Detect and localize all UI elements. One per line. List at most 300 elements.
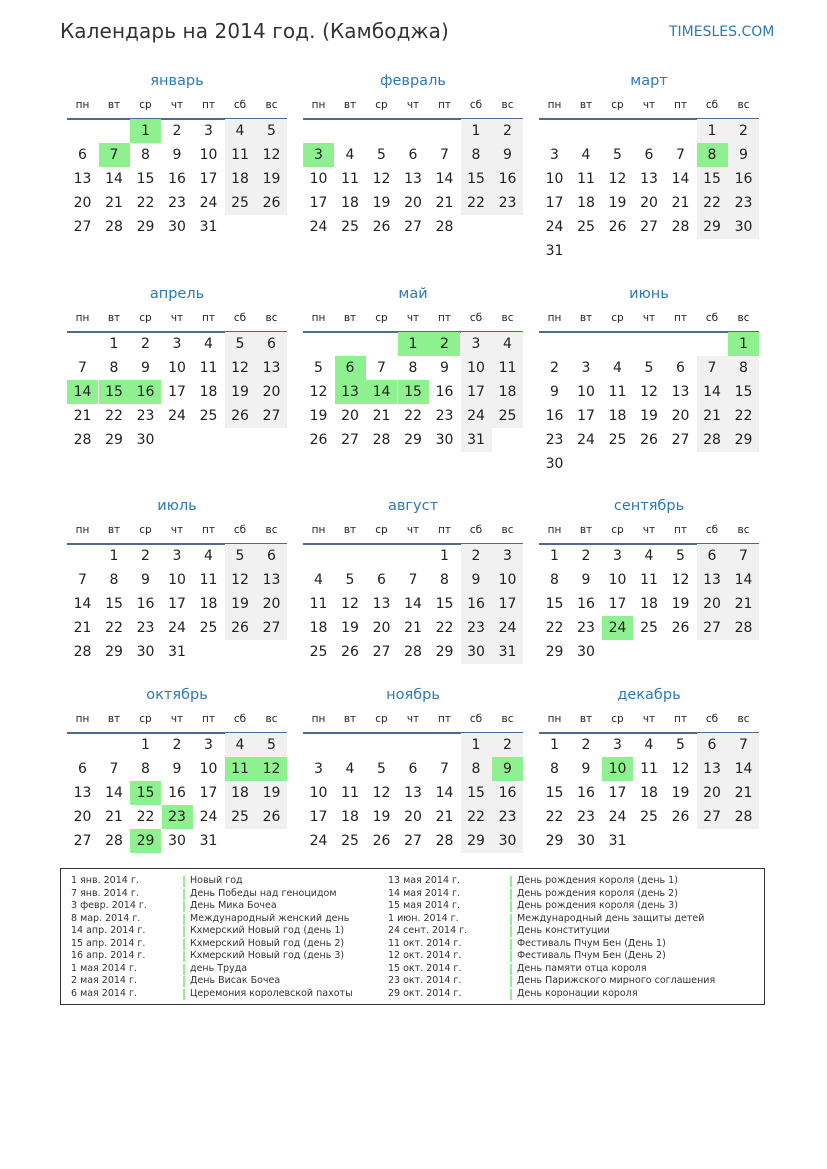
day-cell: 2 [461,544,492,568]
weekday-header: сб [705,312,719,324]
day-cell: 26 [341,644,359,660]
day-cell: 17 [461,380,492,404]
day-cell: 17 [199,171,218,187]
day-cell: 26 [608,219,627,235]
legend-date: 13 мая 2014 г. [388,875,461,886]
legend-holiday-name: Международный день защиты детей [517,912,705,924]
day-cell: 12 [608,171,627,187]
day-cell: 15 [461,167,492,191]
day-cell: 8 [550,572,559,588]
day-cell: 17 [492,592,523,616]
day-cell: 24 [577,432,595,448]
legend-date: 1 янв. 2014 г. [71,875,139,886]
day-cell: 11 [341,785,359,801]
day-cell: 11 [199,360,218,376]
day-cell: 21 [435,809,454,825]
legend-holiday-name: День памяти отца короля [517,962,647,974]
day-cell: 14 [697,380,728,404]
day-cell: 29 [435,644,454,660]
day-cell: 4 [204,336,213,352]
legend-holiday-name: День рождения короля (день 2) [517,887,678,899]
day-cell: 16 [492,781,523,805]
weekday-header: пн [75,312,90,324]
legend-holiday-name: День коронации короля [517,987,638,999]
weekday-header: пт [674,713,687,725]
legend-holiday-name: день Труда [190,962,248,974]
holiday-day-cell: 7 [99,143,130,167]
weekday-header: вт [107,312,121,324]
day-cell: 5 [676,737,685,753]
day-cell: 27 [256,404,287,428]
weekday-header: ср [611,99,624,111]
day-cell: 29 [728,428,759,452]
weekday-header: вт [343,713,357,725]
day-cell: 29 [545,833,564,849]
weekday-header: сб [233,312,247,324]
month-name: июнь [629,286,669,302]
legend-marker [510,989,512,1000]
weekday-header: пн [311,312,326,324]
legend-date: 24 сент. 2014 г. [388,925,468,936]
day-cell: 21 [73,408,92,424]
day-cell: 24 [492,616,523,640]
day-cell: 11 [225,143,256,167]
day-cell: 18 [341,809,359,825]
day-cell: 7 [78,572,87,588]
day-cell: 3 [492,544,523,568]
day-cell: 11 [608,384,627,400]
day-cell: 8 [141,147,150,163]
day-cell: 22 [697,191,728,215]
day-cell: 13 [404,785,422,801]
holiday-day-cell: 13 [335,380,366,404]
day-cell: 14 [728,568,759,592]
day-cell: 27 [73,219,92,235]
holiday-day-cell: 8 [697,143,728,167]
day-cell: 16 [435,384,454,400]
day-cell: 30 [136,644,155,660]
day-cell: 25 [225,805,256,829]
day-cell: 28 [728,616,759,640]
day-cell: 6 [377,572,386,588]
day-cell: 21 [404,620,422,636]
day-cell: 10 [608,572,627,588]
weekday-header: вс [265,713,278,725]
day-cell: 29 [461,829,492,853]
weekday-header: пт [202,312,215,324]
day-cell: 10 [309,785,328,801]
day-cell: 11 [492,356,523,380]
day-cell: 4 [314,572,323,588]
page-title: Календарь на 2014 год. (Камбоджа) [60,19,449,43]
holiday-day-cell: 10 [602,757,633,781]
day-cell: 14 [435,171,454,187]
day-cell: 18 [225,781,256,805]
day-cell: 7 [697,356,728,380]
weekday-header: чт [170,713,184,725]
holiday-day-cell: 15 [398,380,429,404]
day-cell: 9 [492,143,523,167]
weekday-header: сб [469,713,483,725]
day-cell: 26 [372,219,391,235]
weekday-header: сб [233,524,247,536]
weekday-header: пн [311,99,326,111]
day-cell: 20 [73,809,92,825]
day-cell: 12 [671,572,690,588]
day-cell: 3 [550,147,559,163]
weekday-header: вт [343,524,357,536]
site-link[interactable]: TIMESLES.COM [669,24,775,40]
day-cell: 26 [309,432,328,448]
day-cell: 22 [435,620,454,636]
day-cell: 21 [105,195,123,211]
month-name: март [630,73,668,89]
day-cell: 30 [168,833,186,849]
holiday-day-cell: 15 [99,380,130,404]
day-cell: 16 [545,408,564,424]
day-cell: 1 [461,119,492,143]
day-cell: 22 [545,809,564,825]
month-name: январь [150,73,204,89]
day-cell: 17 [577,408,595,424]
day-cell: 18 [577,195,595,211]
weekday-header: пт [674,312,687,324]
day-cell: 7 [728,733,759,757]
legend-holiday-name: Кхмерский Новый год (день 1) [190,925,345,936]
day-cell: 15 [697,167,728,191]
day-cell: 21 [73,620,92,636]
day-cell: 26 [671,620,690,636]
day-cell: 13 [256,356,287,380]
day-cell: 5 [676,548,685,564]
day-cell: 19 [671,785,690,801]
day-cell: 25 [225,191,256,215]
month-name: декабрь [617,687,681,703]
weekday-header: вс [501,713,514,725]
month-name: октябрь [146,687,208,703]
day-cell: 15 [545,596,564,612]
legend-holiday-name: Кхмерский Новый год (день 2) [190,937,345,949]
day-cell: 20 [256,380,287,404]
day-cell: 27 [404,219,422,235]
legend-date: 14 мая 2014 г. [388,887,461,899]
day-cell: 23 [577,620,595,636]
day-cell: 2 [550,360,559,376]
day-cell: 6 [697,733,728,757]
day-cell: 8 [461,757,492,781]
day-cell: 7 [728,544,759,568]
day-cell: 19 [671,596,690,612]
day-cell: 6 [408,147,418,163]
day-cell: 28 [73,644,92,660]
day-cell: 5 [256,119,287,143]
day-cell: 28 [105,219,123,235]
day-cell: 9 [581,572,591,588]
weekday-header: пт [674,99,687,111]
month-name: август [387,498,439,514]
day-cell: 21 [728,781,759,805]
day-cell: 6 [78,147,87,163]
day-cell: 24 [309,219,328,235]
legend-holiday-name: День конституции [517,925,610,936]
day-cell: 22 [105,408,123,424]
legend-holiday-name: День Парижского мирного соглашения [517,975,716,986]
day-cell: 31 [545,243,564,259]
day-cell: 11 [309,596,328,612]
legend-holiday-name: Фестиваль Пчум Бен (День 2) [517,950,666,961]
day-cell: 20 [697,781,728,805]
day-cell: 10 [168,572,186,588]
day-cell: 19 [256,167,287,191]
weekday-header: сб [469,312,483,324]
day-cell: 13 [73,171,92,187]
legend-marker [510,876,512,887]
day-cell: 14 [671,171,690,187]
day-cell: 11 [341,171,359,187]
day-cell: 16 [168,171,186,187]
day-cell: 20 [73,195,92,211]
weekday-header: вс [501,312,514,324]
day-cell: 19 [640,408,658,424]
weekday-header: чт [406,312,420,324]
day-cell: 7 [377,360,386,376]
day-cell: 1 [697,119,728,143]
day-cell: 25 [309,644,328,660]
day-cell: 18 [199,384,218,400]
day-cell: 11 [199,572,218,588]
day-cell: 22 [105,620,123,636]
day-cell: 9 [440,360,449,376]
day-cell: 26 [225,616,256,640]
day-cell: 2 [172,123,182,139]
day-cell: 22 [461,191,492,215]
day-cell: 6 [78,761,87,777]
day-cell: 23 [728,191,759,215]
day-cell: 4 [613,360,622,376]
day-cell: 9 [141,360,150,376]
day-cell: 25 [492,404,523,428]
day-cell: 31 [168,644,186,660]
day-cell: 20 [404,195,422,211]
day-cell: 13 [671,384,690,400]
day-cell: 6 [256,332,287,356]
day-cell: 9 [172,761,182,777]
day-cell: 13 [697,757,728,781]
day-cell: 9 [172,147,182,163]
day-cell: 24 [309,833,328,849]
day-cell: 27 [73,833,92,849]
day-cell: 2 [492,119,523,143]
day-cell: 12 [225,568,256,592]
legend-date: 15 окт. 2014 г. [388,962,462,974]
day-cell: 15 [435,596,454,612]
day-cell: 31 [461,428,492,452]
day-cell: 10 [309,171,328,187]
day-cell: 8 [141,761,150,777]
weekday-header: пн [547,524,562,536]
day-cell: 15 [728,380,759,404]
weekday-header: вт [107,524,121,536]
legend-holiday-name: Новый год [190,875,243,886]
day-cell: 27 [697,616,728,640]
day-cell: 16 [492,167,523,191]
day-cell: 26 [372,833,391,849]
day-cell: 18 [309,620,328,636]
weekday-header: ср [139,524,152,536]
day-cell: 5 [225,544,256,568]
holiday-day-cell: 1 [398,332,429,356]
weekday-header: пт [202,524,215,536]
weekday-header: сб [705,524,719,536]
day-cell: 1 [461,733,492,757]
weekday-header: чт [642,713,656,725]
day-cell: 24 [168,408,186,424]
day-cell: 4 [204,548,213,564]
month-name: февраль [380,73,446,89]
day-cell: 28 [404,644,422,660]
weekday-header: ср [139,713,152,725]
day-cell: 15 [105,596,123,612]
weekday-header: вт [579,524,593,536]
weekday-header: пн [547,99,562,111]
weekday-header: пт [438,713,451,725]
weekday-header: ср [375,713,388,725]
weekday-header: вт [343,312,357,324]
day-cell: 5 [377,147,386,163]
legend-holiday-name: День Победы над геноцидом [190,887,337,899]
day-cell: 5 [644,360,654,376]
legend-marker [510,926,512,937]
weekday-header: пт [438,312,451,324]
day-cell: 8 [728,356,759,380]
day-cell: 13 [697,568,728,592]
day-cell: 23 [435,408,454,424]
day-cell: 3 [204,123,213,139]
day-cell: 21 [435,195,454,211]
day-cell: 8 [440,572,449,588]
day-cell: 19 [225,380,256,404]
day-cell: 24 [199,809,218,825]
day-cell: 30 [461,640,492,664]
day-cell: 9 [141,572,150,588]
day-cell: 10 [199,147,218,163]
day-cell: 29 [697,215,728,239]
weekday-header: пт [202,713,215,725]
weekday-header: пт [202,99,215,111]
legend-date: 6 мая 2014 г. [71,987,137,999]
day-cell: 8 [408,360,418,376]
holiday-day-cell: 24 [602,616,633,640]
day-cell: 2 [172,737,182,753]
weekday-header: вс [737,312,750,324]
day-cell: 4 [345,761,355,777]
weekday-header: сб [705,99,719,111]
day-cell: 20 [341,408,359,424]
day-cell: 25 [341,833,359,849]
legend-date: 1 мая 2014 г. [71,962,137,974]
day-cell: 18 [608,408,627,424]
legend-date: 29 окт. 2014 г. [388,987,462,999]
day-cell: 30 [168,219,186,235]
day-cell: 11 [640,761,658,777]
holiday-day-cell: 23 [162,805,193,829]
day-cell: 5 [256,733,287,757]
legend-holiday-name: Фестиваль Пчум Бен (День 1) [517,937,666,949]
day-cell: 23 [577,809,595,825]
day-cell: 14 [728,757,759,781]
day-cell: 29 [105,432,123,448]
day-cell: 3 [172,548,182,564]
day-cell: 23 [136,620,155,636]
legend-holiday-name: Церемония королевской пахоты [190,987,353,999]
day-cell: 18 [341,195,359,211]
day-cell: 23 [168,195,186,211]
day-cell: 17 [545,195,564,211]
day-cell: 20 [372,620,391,636]
day-cell: 4 [644,548,654,564]
holiday-day-cell: 15 [130,781,161,805]
day-cell: 30 [136,432,155,448]
weekday-header: пт [438,524,451,536]
day-cell: 2 [728,119,759,143]
legend-holiday-name: День Мика Бочеа [190,900,277,911]
weekday-header: чт [406,524,420,536]
day-cell: 10 [199,761,218,777]
legend-date: 15 мая 2014 г. [388,900,461,911]
weekday-header: сб [233,713,247,725]
month-name: апрель [149,286,205,302]
day-cell: 20 [671,408,690,424]
legend-marker [183,901,185,912]
day-cell: 19 [225,592,256,616]
day-cell: 30 [545,456,564,472]
legend-date: 16 апр. 2014 г. [71,950,146,961]
day-cell: 7 [408,572,418,588]
day-cell: 28 [697,428,728,452]
legend-marker [183,951,185,962]
day-cell: 21 [671,195,690,211]
holiday-day-cell: 3 [303,143,334,167]
day-cell: 1 [550,548,559,564]
day-cell: 1 [550,737,559,753]
day-cell: 28 [728,805,759,829]
day-cell: 26 [640,432,658,448]
legend-marker [510,939,512,950]
day-cell: 13 [640,171,658,187]
legend-date: 3 февр. 2014 г. [71,900,147,911]
day-cell: 13 [256,568,287,592]
day-cell: 6 [256,544,287,568]
month-divider [539,331,759,333]
weekday-header: сб [469,99,483,111]
day-cell: 12 [225,356,256,380]
day-cell: 26 [256,191,287,215]
weekday-header: ср [375,312,388,324]
day-cell: 9 [581,761,591,777]
weekday-header: пн [547,713,562,725]
legend-marker [510,901,512,912]
day-cell: 9 [728,143,759,167]
legend-date: 15 апр. 2014 г. [71,937,146,949]
day-cell: 20 [256,592,287,616]
day-cell: 10 [577,384,595,400]
day-cell: 4 [492,332,523,356]
day-cell: 24 [608,809,627,825]
day-cell: 13 [73,785,92,801]
month-name: июль [157,498,197,514]
day-cell: 30 [577,833,595,849]
day-cell: 22 [136,195,155,211]
